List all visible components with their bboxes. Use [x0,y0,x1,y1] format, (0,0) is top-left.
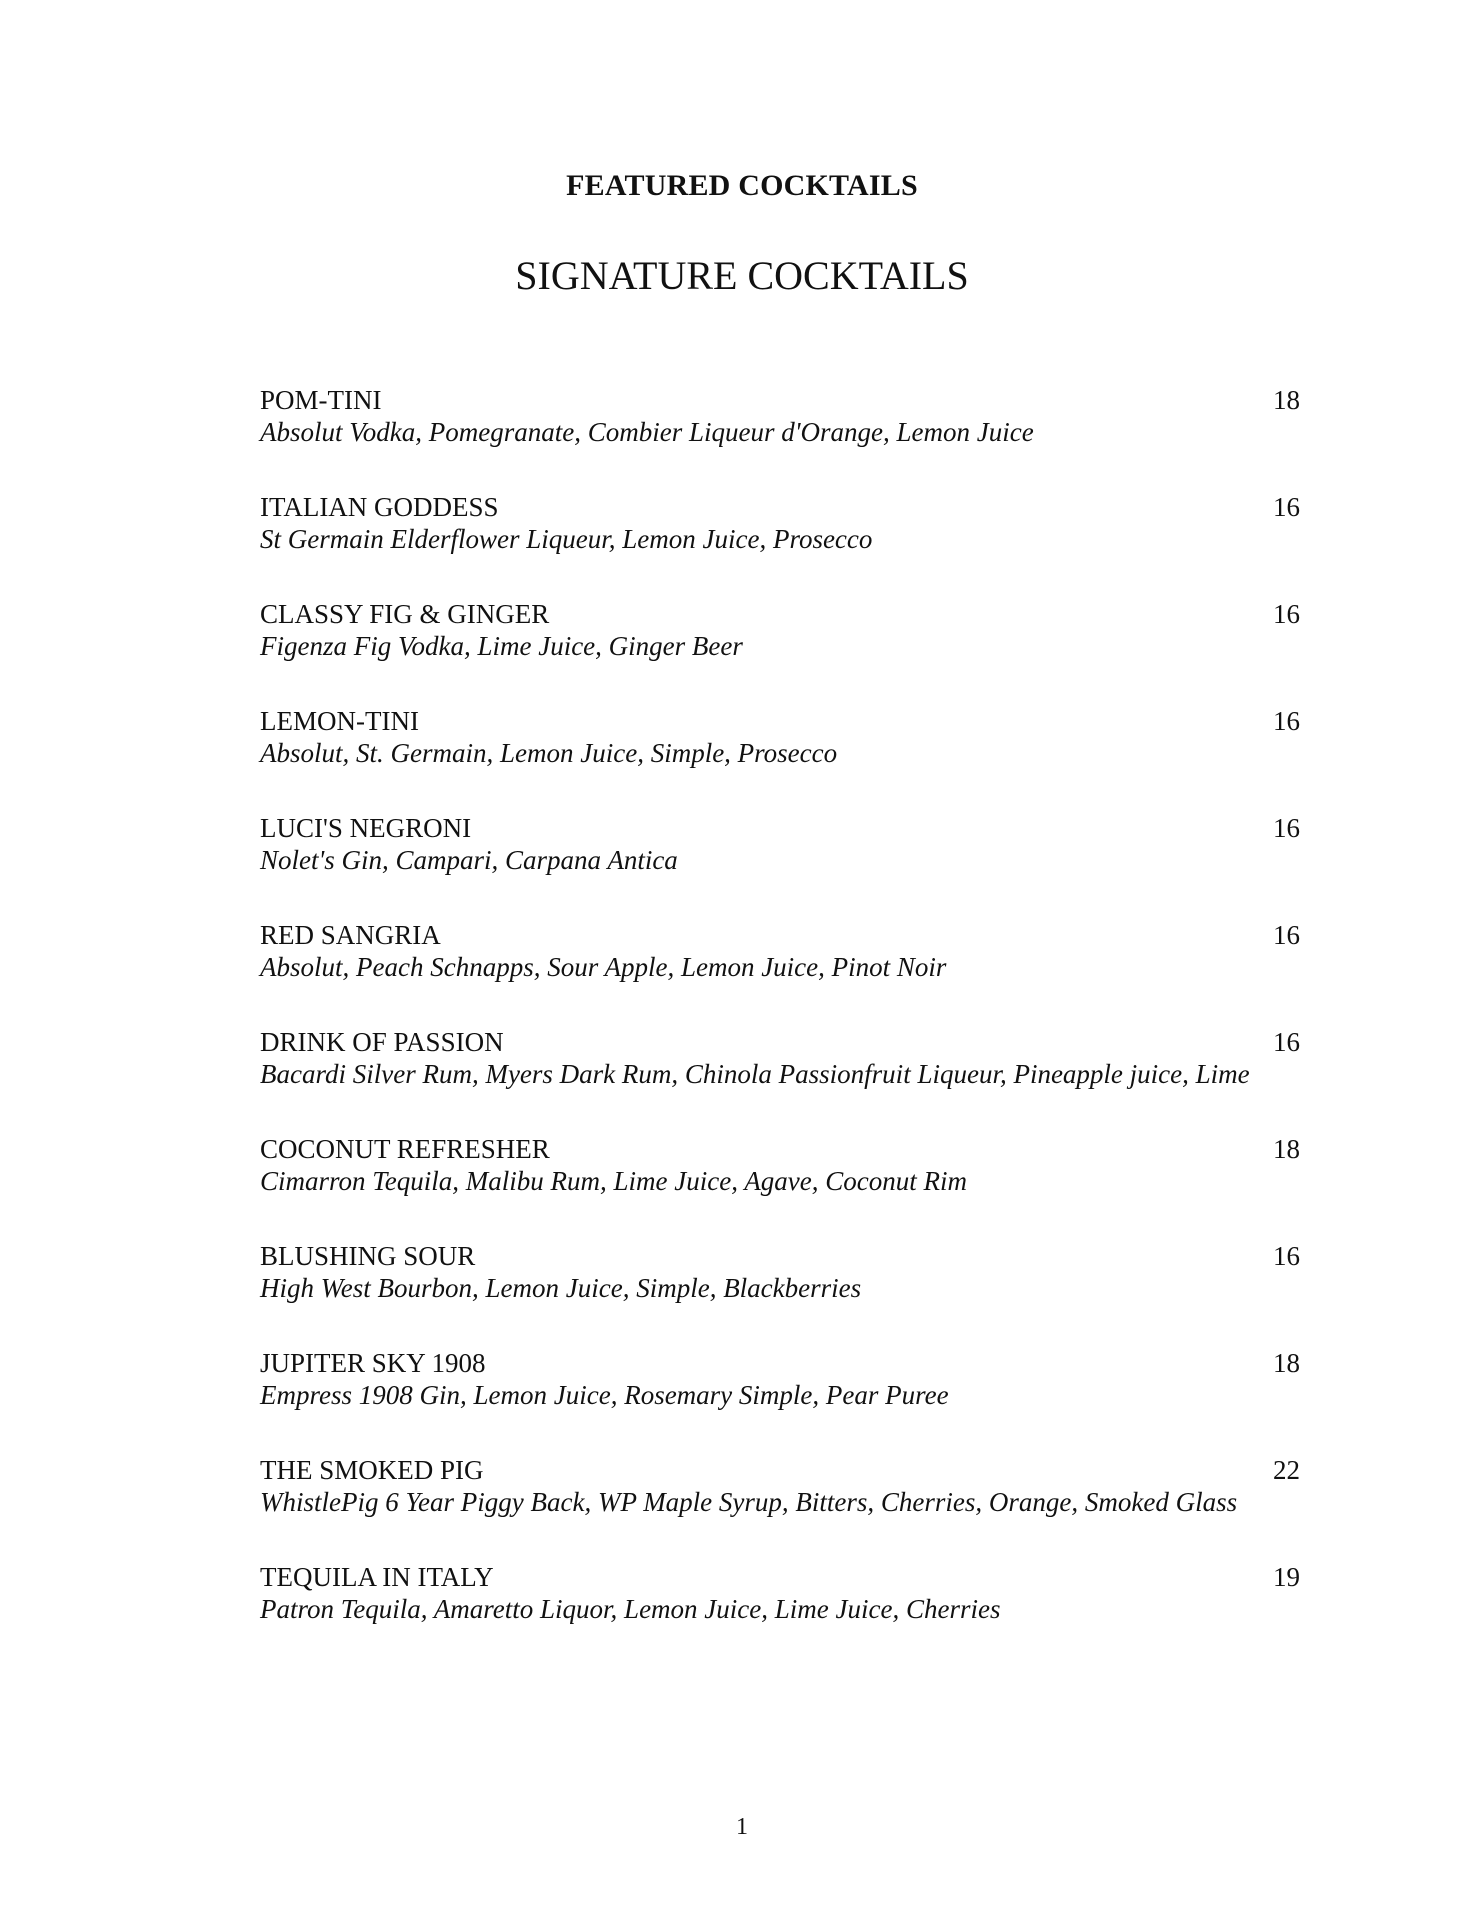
menu-item [260,1454,1300,1561]
item-price: 19 [1273,1562,1300,1592]
item-name: JUPITER SKY 1908 [260,1348,486,1378]
item-price: 16 [1273,1027,1300,1057]
item-name: TEQUILA IN ITALY [260,1562,494,1592]
item-price: 16 [1273,706,1300,736]
item-price: 18 [1273,385,1300,415]
item-description: Patron Tequila, Amaretto Liquor, Lemon Juice, Lime Juice, Cherries [260,1594,1001,1624]
item-name: LEMON-TINI [260,706,419,736]
menu-item [260,598,1300,705]
menu-item [260,384,1300,491]
menu-item [260,1347,1300,1454]
item-price: 18 [1273,1134,1300,1164]
menu-item [260,812,1300,919]
item-description: Empress 1908 Gin, Lemon Juice, Rosemary Simple, Pear Puree [260,1380,949,1410]
menu-item [260,1133,1300,1240]
item-price: 22 [1273,1455,1300,1485]
menu-item [260,919,1300,1026]
item-price: 16 [1273,813,1300,843]
item-description: Cimarron Tequila, Malibu Rum, Lime Juice, Agave, Coconut Rim [260,1166,967,1196]
item-name: DRINK OF PASSION [260,1027,504,1057]
item-name: ITALIAN GODDESS [260,492,499,522]
item-description: WhistlePig 6 Year Piggy Back, WP Maple Syrup, Bitters, Cherries, Orange, Smoked Glass [260,1487,1238,1517]
menu-item [260,705,1300,812]
item-description: High West Bourbon, Lemon Juice, Simple, Blackberries [260,1273,862,1303]
item-name: COCONUT REFRESHER [260,1134,550,1164]
menu-item [260,1240,1300,1347]
item-name: CLASSY FIG & GINGER [260,599,550,629]
item-name: POM-TINI [260,385,382,415]
menu-item [260,491,1300,598]
item-name: RED SANGRIA [260,920,441,950]
page-number: 1 [736,1814,748,1840]
item-price: 16 [1273,1241,1300,1271]
item-description: St Germain Elderflower Liqueur, Lemon Juice, Prosecco [260,524,873,554]
menu-item [260,1026,1300,1133]
item-price: 16 [1273,599,1300,629]
cocktail-list [260,384,1300,1668]
item-name: LUCI'S NEGRONI [260,813,472,843]
item-price: 16 [1273,920,1300,950]
item-price: 18 [1273,1348,1300,1378]
section-heading: SIGNATURE COCKTAILS [515,253,969,298]
item-price: 16 [1273,492,1300,522]
item-description: Absolut, Peach Schnapps, Sour Apple, Lemon Juice, Pinot Noir [260,952,947,982]
item-description: Figenza Fig Vodka, Lime Juice, Ginger Beer [260,631,743,661]
item-description: Absolut Vodka, Pomegranate, Combier Liqueur d'Orange, Lemon Juice [260,417,1034,447]
item-description: Bacardi Silver Rum, Myers Dark Rum, Chinola Passionfruit Liqueur, Pineapple juice, Lime [260,1059,1250,1089]
item-description: Nolet's Gin, Campari, Carpana Antica [260,845,678,875]
item-description: Absolut, St. Germain, Lemon Juice, Simple, Prosecco [260,738,838,768]
item-name: BLUSHING SOUR [260,1241,476,1271]
menu-item [260,1561,1300,1668]
item-name: THE SMOKED PIG [260,1455,484,1485]
featured-heading: FEATURED COCKTAILS [566,169,918,202]
